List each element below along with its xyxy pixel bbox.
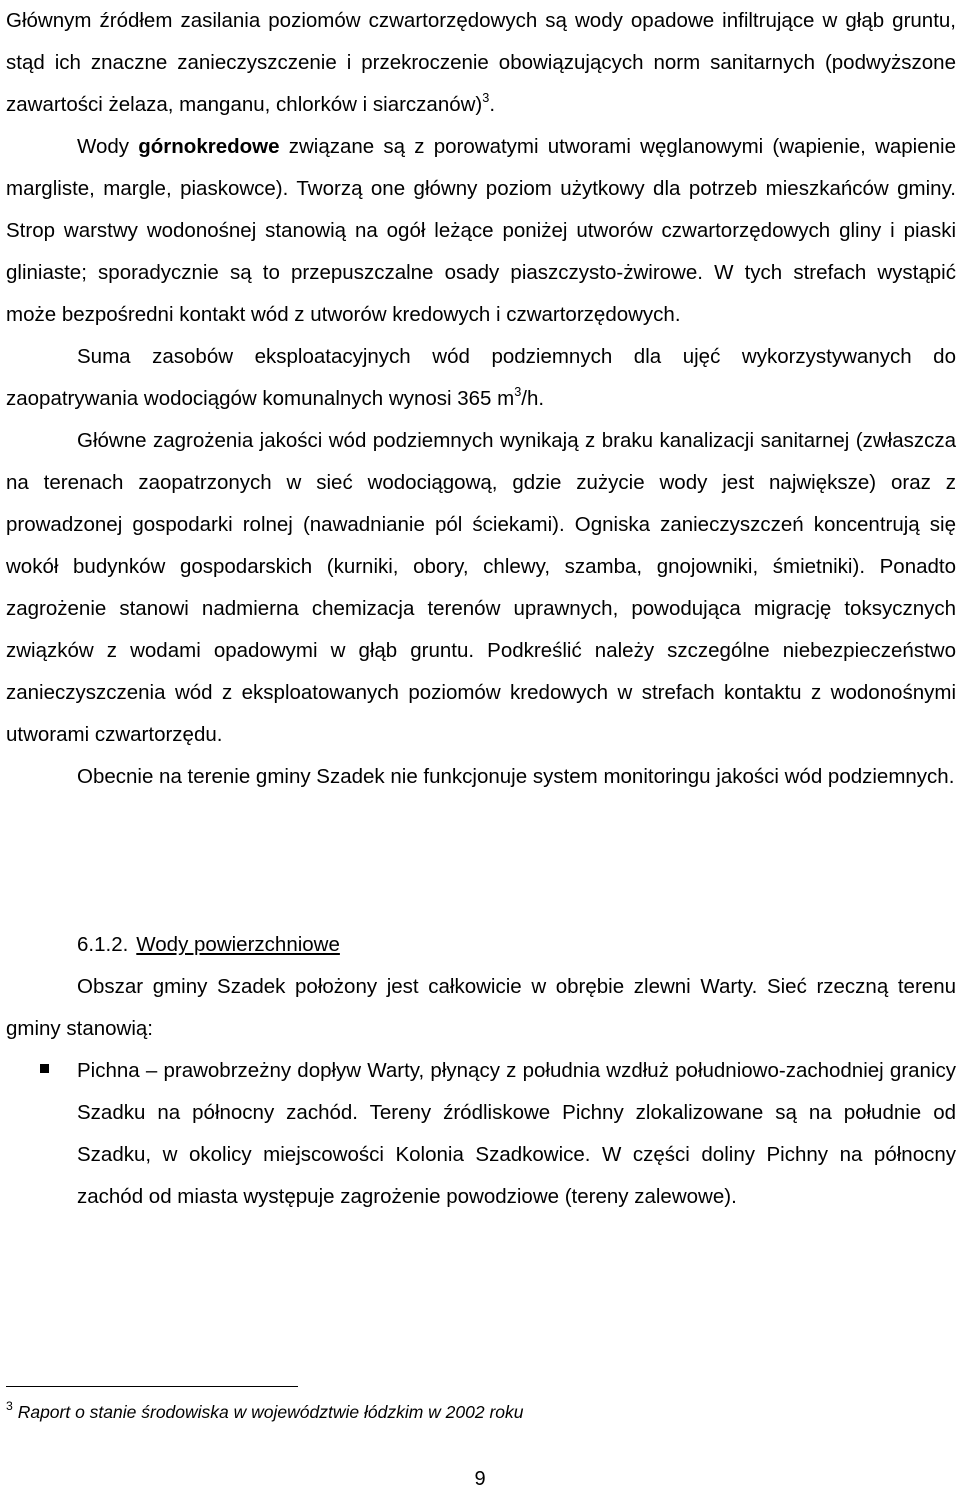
paragraph-text: związane są z porowatymi utworami węglanowymi (wapienie, wapienie margliste, margle, piaskowce). Tworzą one główny poziom użytkowy dla potrzeb mieszkańców gminy. Strop warstwy wodonośnej stanowią na ogół leżące poniżej utworów czwartorzędowych gliny i piaski gliniaste; sporadycznie są to przepuszczalne osady piaszczysto-żwirowe. W tych strefach wystąpić może bezpośredni kontakt wód z utworów kredowych i czwartorzędowych. [6,135,956,326]
document-page [6,0,956,1218]
footnote [6,1400,524,1424]
section-intro: Obszar gminy Szadek położony jest całkowicie w obrębie zlewni Warty. Sieć rzeczną terenu gminy stanowią: [6,975,956,1040]
paragraph-threats: Główne zagrożenia jakości wód podziemnych wynikają z braku kanalizacji sanitarnej (zwłaszcza na terenach zaopatrzonych w sieć wodociągową, gdzie zużycie wody jest największe) oraz z prowadzonej gospodarki rolnej (nawadnianie pól ściekami). Ogniska zanieczyszczeń koncentrują się wokół budynków gospodarskich (kurniki, obory, chlewy, szamba, gnojowniki, śmietniki). Ponadto zagrożenie stanowi nadmierna chemizacja terenów uprawnych, powodująca migrację toksycznych związków z wodami opadowymi w głąb gruntu. Podkreślić należy szczególne niebezpieczeństwo zanieczyszczenia wód z eksploatowanych poziomów kredowych w strefach kontaktu z wodonośnymi utworami czwartorzędu. [6,429,956,746]
paragraph-text: . [489,93,496,116]
paragraph-quaternary-aquifer [6,0,956,126]
footnote-text: Raport o stanie środowiska w województwie łódzkim w 2002 roku [17,1402,524,1422]
bold-term: górnokredowe [138,135,280,158]
square-bullet-icon [40,1064,49,1073]
paragraph-text: Głównym źródłem zasilania poziomów czwartorzędowych są wody opadowe infiltrujące w głąb gruntu, stąd ich znaczne zanieczyszczenie i przekroczenie obowiązujących norm sanitarnych (podwyższone zawartości żelaza, manganu, chlorków i siarczanów) [6,9,956,116]
footnote-mark: 3 [6,1398,13,1413]
paragraph-text: /h. [521,387,545,410]
section-number: 6.1.2. [77,933,129,956]
section-title: Wody powierzchniowe [136,933,340,956]
list-item-text: Pichna – prawobrzeżny dopływ Warty, płynący z południa wzdłuż południowo-zachodniej granicy Szadku na północny zachód. Tereny źródliskowe Pichny zlokalizowane są na południe od Szadku, w okolicy miejscowości Kolonia Szadkowice. W części doliny Pichny na północny zachód od miasta występuje zagrożenie powodziowe (tereny zalewowe). [77,1059,956,1208]
section-heading [6,924,956,966]
footnote-divider [6,1386,298,1387]
paragraph-cretaceous-aquifer [6,126,956,336]
paragraph-monitoring: Obecnie na terenie gminy Szadek nie funkcjonuje system monitoringu jakości wód podziemnych. [77,765,955,788]
page-number: 9 [474,1468,486,1490]
superscript: 3 [514,383,522,399]
paragraph-text: Wody [77,135,139,158]
footnote-reference[interactable]: 3 [482,89,490,105]
list-item [6,1050,956,1218]
paragraph-text: Suma zasobów eksploatacyjnych wód podziemnych dla ujęć wykorzystywanych do zaopatrywania wodociągów komunalnych wynosi 365 m [6,345,956,410]
section-spacer [6,798,956,924]
paragraph-resources [6,336,956,420]
